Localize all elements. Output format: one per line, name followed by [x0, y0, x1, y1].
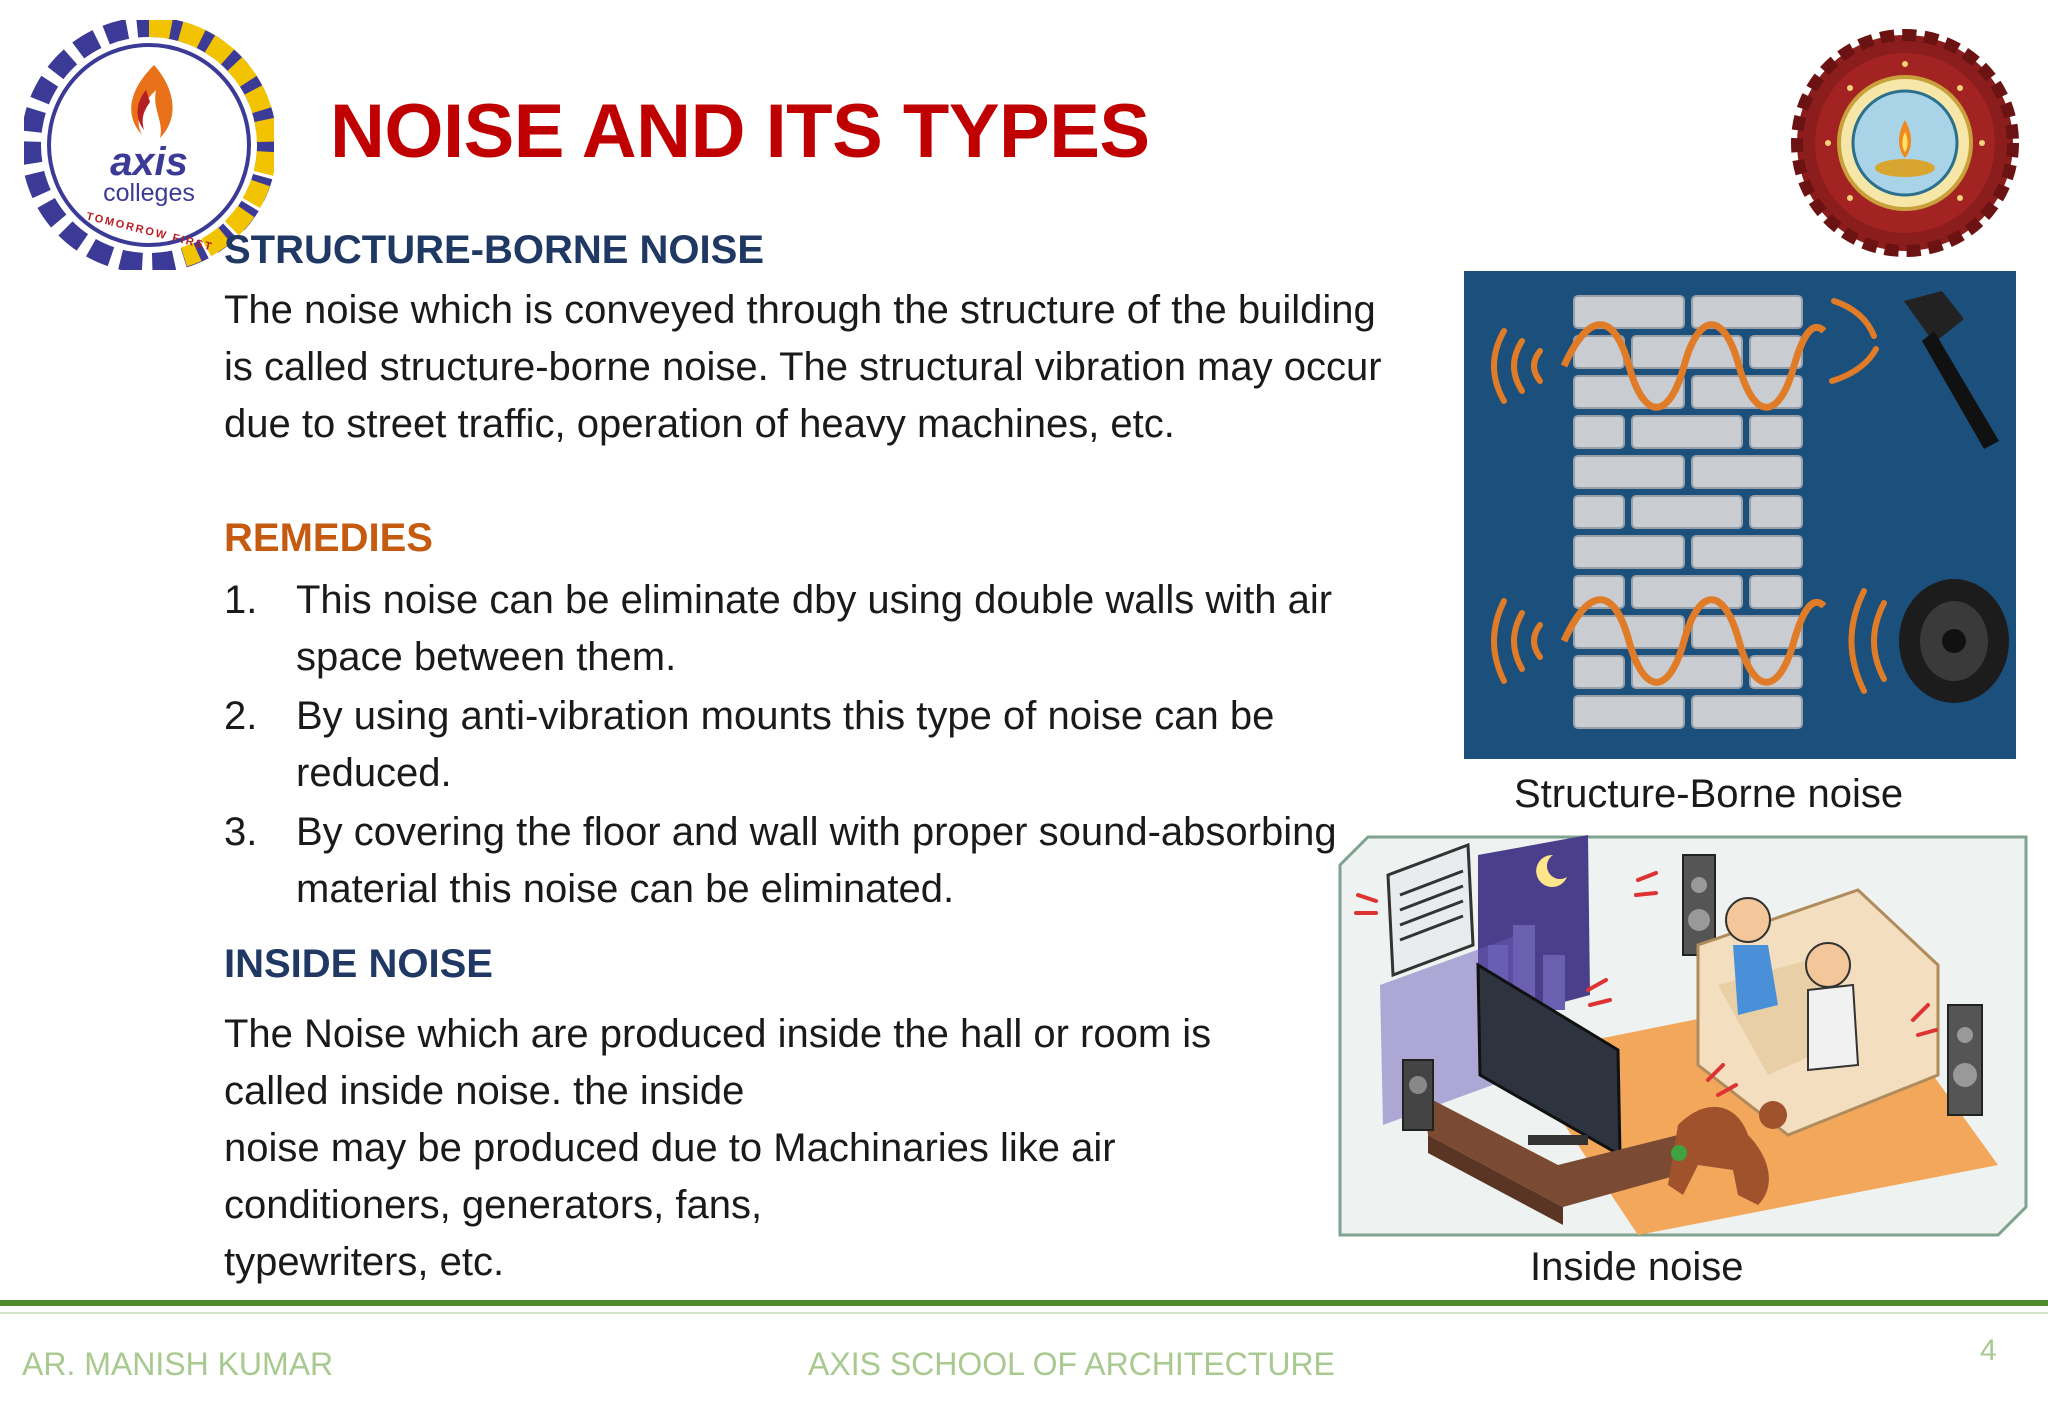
paragraph-line: noise may be produced due to Machinaries like air	[224, 1126, 1116, 1170]
page-number: 4	[1980, 1334, 1997, 1367]
list-item	[224, 804, 1384, 918]
footer-divider-thin	[0, 1312, 2048, 1314]
paragraph-line: called inside noise. the inside	[224, 1069, 745, 1113]
speaker-left-icon	[1403, 1060, 1433, 1130]
list-text: This noise can be eliminate dby using double walls with air space between them.	[296, 578, 1333, 679]
inside-noise-paragraph	[224, 1006, 1384, 1291]
paragraph-line: typewriters, etc.	[224, 1240, 505, 1284]
logo-tagline: TOMORROW FIRST	[84, 210, 215, 254]
footer-school: AXIS SCHOOL OF ARCHITECTURE	[808, 1346, 1335, 1382]
remedies-list	[224, 572, 1384, 920]
inside-noise-caption: Inside noise	[1530, 1245, 1744, 1289]
footer-author: AR. MANISH KUMAR	[22, 1346, 334, 1382]
university-seal-logo	[1790, 28, 2020, 258]
remedies-heading: REMEDIES	[224, 516, 433, 560]
list-number: 1.	[224, 578, 258, 622]
logo-text-colleges: colleges	[103, 179, 195, 207]
logo-text-axis: axis	[110, 140, 188, 184]
list-text: By using anti-vibration mounts this type of noise can be reduced.	[296, 694, 1275, 795]
list-text: By covering the floor and wall with proper sound-absorbing material this noise can be eliminated.	[296, 810, 1337, 911]
list-number: 3.	[224, 810, 258, 854]
structure-borne-caption: Structure-Borne noise	[1514, 772, 1904, 816]
speaker-icon	[1899, 579, 2009, 703]
list-number: 2.	[224, 694, 258, 738]
paragraph-line: The Noise which are produced inside the hall or room is	[224, 1012, 1212, 1056]
inside-noise-illustration	[1338, 835, 2028, 1237]
structure-borne-paragraph: The noise which is conveyed through the structure of the building is called structure-borne noise. The structural vibration may occur due to street traffic, operation of heavy machines, etc.	[224, 288, 1382, 446]
speaker-right-icon	[1948, 1005, 1982, 1115]
list-item	[224, 688, 1384, 802]
paragraph-line: conditioners, generators, fans,	[224, 1183, 763, 1227]
structure-borne-illustration	[1464, 271, 2016, 759]
slide-title: NOISE AND ITS TYPES	[330, 89, 1150, 174]
list-item	[224, 572, 1384, 686]
footer-divider	[0, 1300, 2048, 1306]
inside-noise-heading: INSIDE NOISE	[224, 942, 493, 986]
structure-borne-heading: STRUCTURE-BORNE NOISE	[224, 228, 765, 272]
